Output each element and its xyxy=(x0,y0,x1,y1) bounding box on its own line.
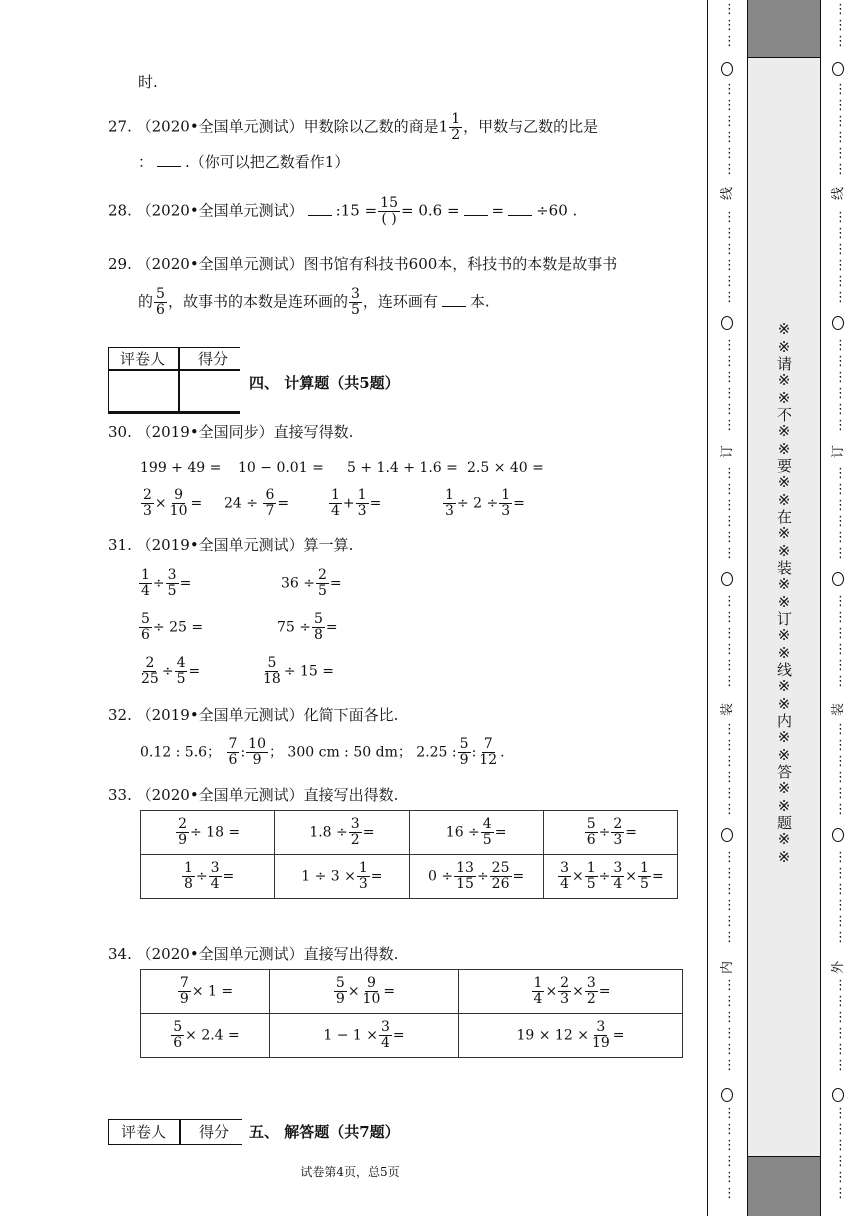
question-29: 29. （2020•全国单元测试）图书馆有科技书600本，科技书的本数是故事书 xyxy=(108,255,618,273)
binding-dots: ⋮ xyxy=(723,386,736,401)
binding-dots: ⋮ xyxy=(723,530,736,545)
q27-text: （2020•全国单元测试）甲数除以乙数的商是 xyxy=(136,117,439,136)
binding-dots: ⋮ xyxy=(834,114,847,129)
q28-fraction: $\frac{15}{( )}$ xyxy=(380,195,398,227)
binding-dots: ⋮ xyxy=(723,514,736,529)
binding-dots: ⋮ xyxy=(723,674,736,689)
binding-dots: ⋮ xyxy=(834,1010,847,1025)
binding-dots: ⋮ xyxy=(723,1186,736,1201)
binding-hole-circle xyxy=(832,572,844,586)
binding-dots: ⋮ xyxy=(834,626,847,641)
binding-dots: ⋮ xyxy=(834,498,847,513)
binding-dots: ⋮ xyxy=(723,594,736,609)
answer-blank[interactable] xyxy=(464,201,488,216)
binding-char: 订 xyxy=(720,444,736,459)
grader-label: 评卷人 xyxy=(121,1123,167,1141)
score-label: 得分 xyxy=(199,1123,230,1141)
q32-ratios: 0.12 : 5.6； $\frac{7}{6}$ : $\frac{10}{9}$ ； 300 cm : 50 dm； 2.25 : $\frac{5}{9}$ : $\frac{7}{12}$ . xyxy=(140,736,505,768)
binding-dots: ⋮ xyxy=(834,418,847,433)
binding-dots: ⋮ xyxy=(723,418,736,433)
question-34: 34. （2020•全国单元测试）直接写出得数. xyxy=(108,945,399,963)
q27-text2: ，甲数与乙数的比是 xyxy=(463,117,599,136)
binding-dots: ⋮ xyxy=(723,978,736,993)
binding-dots: ⋮ xyxy=(834,1154,847,1169)
binding-dots: ⋮ xyxy=(834,546,847,561)
binding-dots: ⋮ xyxy=(723,498,736,513)
binding-dots: ⋮ xyxy=(834,226,847,241)
binding-dots: ⋮ xyxy=(834,98,847,113)
binding-dots: ⋮ xyxy=(834,290,847,305)
outer-binding-strip xyxy=(819,0,860,1216)
binding-dots: ⋮ xyxy=(834,882,847,897)
binding-char: 内 xyxy=(720,960,736,975)
binding-dots: ⋮ xyxy=(723,130,736,145)
binding-dots: ⋮ xyxy=(723,642,736,657)
binding-dots: ⋮ xyxy=(723,34,736,49)
section5-title: 五、 解答题（共7题） xyxy=(249,1123,400,1141)
binding-dots: ⋮ xyxy=(723,866,736,881)
binding-dots: ⋮ xyxy=(723,914,736,929)
binding-dots: ⋮ xyxy=(834,34,847,49)
page-footer: 试卷第4页，总5页 xyxy=(300,1165,400,1179)
binding-dots: ⋮ xyxy=(723,18,736,33)
binding-dots: ⋮ xyxy=(723,482,736,497)
binding-dots: ⋮ xyxy=(723,226,736,241)
binding-dots: ⋮ xyxy=(723,98,736,113)
binding-dots: ⋮ xyxy=(834,274,847,289)
answer-blank[interactable] xyxy=(442,292,466,307)
binding-dots: ⋮ xyxy=(723,146,736,161)
binding-dots: ⋮ xyxy=(723,994,736,1009)
binding-dots: ⋮ xyxy=(723,626,736,641)
binding-dots: ⋮ xyxy=(723,338,736,353)
binding-dots: ⋮ xyxy=(723,1154,736,1169)
binding-dots: ⋮ xyxy=(834,1186,847,1201)
question-30: 30. （2019•全国同步）直接写得数. xyxy=(108,423,354,441)
binding-dots: ⋮ xyxy=(834,82,847,97)
binding-dots: ⋮ xyxy=(834,338,847,353)
binding-dots: ⋮ xyxy=(834,1122,847,1137)
top-fragment: 时. xyxy=(138,73,158,91)
binding-dots: ⋮ xyxy=(834,1106,847,1121)
binding-dots: ⋮ xyxy=(723,274,736,289)
binding-dots: ⋮ xyxy=(723,738,736,753)
binding-dots: ⋮ xyxy=(723,882,736,897)
warning-column xyxy=(747,0,821,1216)
binding-dots: ⋮ xyxy=(834,866,847,881)
binding-hole-circle xyxy=(721,1088,733,1102)
binding-dots: ⋮ xyxy=(723,466,736,481)
binding-dots: ⋮ xyxy=(834,2,847,17)
binding-dots: ⋮ xyxy=(834,466,847,481)
binding-dots: ⋮ xyxy=(723,242,736,257)
binding-dots: ⋮ xyxy=(723,1122,736,1137)
binding-dots: ⋮ xyxy=(723,754,736,769)
binding-dots: ⋮ xyxy=(723,1010,736,1025)
inner-binding-strip xyxy=(707,0,748,1216)
q27-number: 27. xyxy=(108,117,132,136)
binding-dots: ⋮ xyxy=(723,1042,736,1057)
binding-dots: ⋮ xyxy=(834,1058,847,1073)
answer-blank[interactable] xyxy=(508,201,532,216)
binding-hole-circle xyxy=(832,1088,844,1102)
binding-dots: ⋮ xyxy=(723,114,736,129)
question-31: 31. （2019•全国单元测试）算一算. xyxy=(108,536,354,554)
answer-blank[interactable] xyxy=(157,152,181,167)
question-28: 28. （2020•全国单元测试） :15 = $\frac{15}{( )}$ = 0.6 = = ÷60 . xyxy=(108,195,578,227)
binding-dots: ⋮ xyxy=(834,594,847,609)
binding-dots: ⋮ xyxy=(723,610,736,625)
binding-dots: ⋮ xyxy=(723,2,736,17)
binding-dots: ⋮ xyxy=(723,786,736,801)
binding-dots: ⋮ xyxy=(834,674,847,689)
binding-dots: ⋮ xyxy=(834,642,847,657)
binding-dots: ⋮ xyxy=(834,1138,847,1153)
binding-dots: ⋮ xyxy=(834,18,847,33)
binding-dots: ⋮ xyxy=(834,930,847,945)
binding-dots: ⋮ xyxy=(834,802,847,817)
binding-dots: ⋮ xyxy=(834,1170,847,1185)
binding-hole-circle xyxy=(721,62,733,76)
binding-dots: ⋮ xyxy=(834,530,847,545)
binding-dots: ⋮ xyxy=(723,402,736,417)
grader-label: 评卷人 xyxy=(120,350,166,368)
binding-hole-circle xyxy=(832,316,844,330)
binding-dots: ⋮ xyxy=(723,850,736,865)
binding-dots: ⋮ xyxy=(723,1106,736,1121)
binding-dots: ⋮ xyxy=(723,658,736,673)
binding-dots: ⋮ xyxy=(723,162,736,177)
binding-dots: ⋮ xyxy=(834,402,847,417)
question-27 xyxy=(108,112,598,143)
binding-char: 外 xyxy=(831,960,847,975)
binding-char: 订 xyxy=(831,444,847,459)
binding-dots: ⋮ xyxy=(723,354,736,369)
binding-char: 线 xyxy=(720,186,736,201)
binding-dots: ⋮ xyxy=(834,770,847,785)
binding-dots: ⋮ xyxy=(723,722,736,737)
binding-dots: ⋮ xyxy=(834,514,847,529)
binding-char: 装 xyxy=(720,702,736,717)
binding-dots: ⋮ xyxy=(723,210,736,225)
score-label: 得分 xyxy=(198,350,229,368)
answer-blank[interactable] xyxy=(308,201,332,216)
binding-dots: ⋮ xyxy=(834,354,847,369)
binding-dots: ⋮ xyxy=(723,546,736,561)
binding-dots: ⋮ xyxy=(723,1026,736,1041)
binding-dots: ⋮ xyxy=(834,914,847,929)
binding-dots: ⋮ xyxy=(723,258,736,273)
q27-mixed-whole: 1 xyxy=(438,117,449,136)
binding-hole-circle xyxy=(721,572,733,586)
binding-dots: ⋮ xyxy=(723,1058,736,1073)
section5-score-box xyxy=(108,1119,242,1145)
binding-dots: ⋮ xyxy=(834,162,847,177)
q33-table: $\frac{2}{9}$ ÷ 18 = 1.8 ÷ $\frac{3}{2}$ = 16 ÷ $\frac{4}{5}$ = $\frac{5}{6}$ ÷ $\frac{2}{3}$ = $\frac{1}{8}$ ÷ $\frac{3}{4}$ = 1 ÷ 3 × $\frac{1}{3}$ = 0 ÷ $\frac{13}{15}$ ÷ $\frac{25}{26}$ = $\frac{3}{4}$ × $\frac{1}{5}$ ÷ $\frac{3}{4}$ × $\frac{1}{5}$ = xyxy=(140,810,678,899)
binding-dots: ⋮ xyxy=(834,210,847,225)
binding-dots: ⋮ xyxy=(723,370,736,385)
binding-dots: ⋮ xyxy=(834,738,847,753)
binding-dots: ⋮ xyxy=(723,290,736,305)
binding-char: 装 xyxy=(831,702,847,717)
binding-dots: ⋮ xyxy=(834,722,847,737)
q34-table: $\frac{7}{9}$ × 1 = $\frac{5}{9}$ × $\frac{9}{10}$ = $\frac{1}{4}$ × $\frac{2}{3}$ × $\frac{3}{2}$ = $\frac{5}{6}$ × 2.4 = 1 − 1 × $\frac{3}{4}$ = 19 × 12 × $\frac{3}{19}$ = xyxy=(140,969,683,1058)
binding-dots: ⋮ xyxy=(834,242,847,257)
binding-dots: ⋮ xyxy=(834,370,847,385)
binding-dots: ⋮ xyxy=(834,786,847,801)
binding-dots: ⋮ xyxy=(834,482,847,497)
section4-title: 四、 计算题（共5题） xyxy=(249,374,400,392)
binding-hole-circle xyxy=(721,316,733,330)
q29-line2: 的 $\frac{5}{6}$ ，故事书的本数是连环画的 $\frac{3}{5}$ ，连环画有 本. xyxy=(138,286,490,318)
binding-dots: ⋮ xyxy=(834,130,847,145)
binding-hole-circle xyxy=(832,62,844,76)
binding-dots: ⋮ xyxy=(723,898,736,913)
binding-dots: ⋮ xyxy=(723,1170,736,1185)
binding-dots: ⋮ xyxy=(723,82,736,97)
binding-dots: ⋮ xyxy=(834,146,847,161)
binding-hole-circle xyxy=(832,828,844,842)
binding-dots: ⋮ xyxy=(723,770,736,785)
binding-dots: ⋮ xyxy=(723,802,736,817)
binding-dots: ⋮ xyxy=(834,978,847,993)
binding-dots: ⋮ xyxy=(834,258,847,273)
q27-line2: ： .（你可以把乙数看作1） xyxy=(138,153,350,171)
binding-dots: ⋮ xyxy=(834,1026,847,1041)
binding-dots: ⋮ xyxy=(834,386,847,401)
binding-dots: ⋮ xyxy=(834,1042,847,1057)
binding-char: 线 xyxy=(831,186,847,201)
section4-score-box xyxy=(108,347,240,413)
question-32: 32. （2019•全国单元测试）化简下面各比. xyxy=(108,706,399,724)
binding-dots: ⋮ xyxy=(834,898,847,913)
no-answer-warning: ※※请※※不※※要※※在※※装※※订※※线※※内※※答※※题※※ xyxy=(775,320,793,866)
binding-dots: ⋮ xyxy=(723,1138,736,1153)
binding-dots: ⋮ xyxy=(834,754,847,769)
binding-dots: ⋮ xyxy=(723,930,736,945)
binding-dots: ⋮ xyxy=(834,994,847,1009)
binding-dots: ⋮ xyxy=(834,610,847,625)
binding-dots: ⋮ xyxy=(834,658,847,673)
binding-dots: ⋮ xyxy=(834,850,847,865)
binding-hole-circle xyxy=(721,828,733,842)
q27-fraction: $\frac{1}{2}$ xyxy=(451,111,461,143)
question-33: 33. （2020•全国单元测试）直接写出得数. xyxy=(108,786,399,804)
